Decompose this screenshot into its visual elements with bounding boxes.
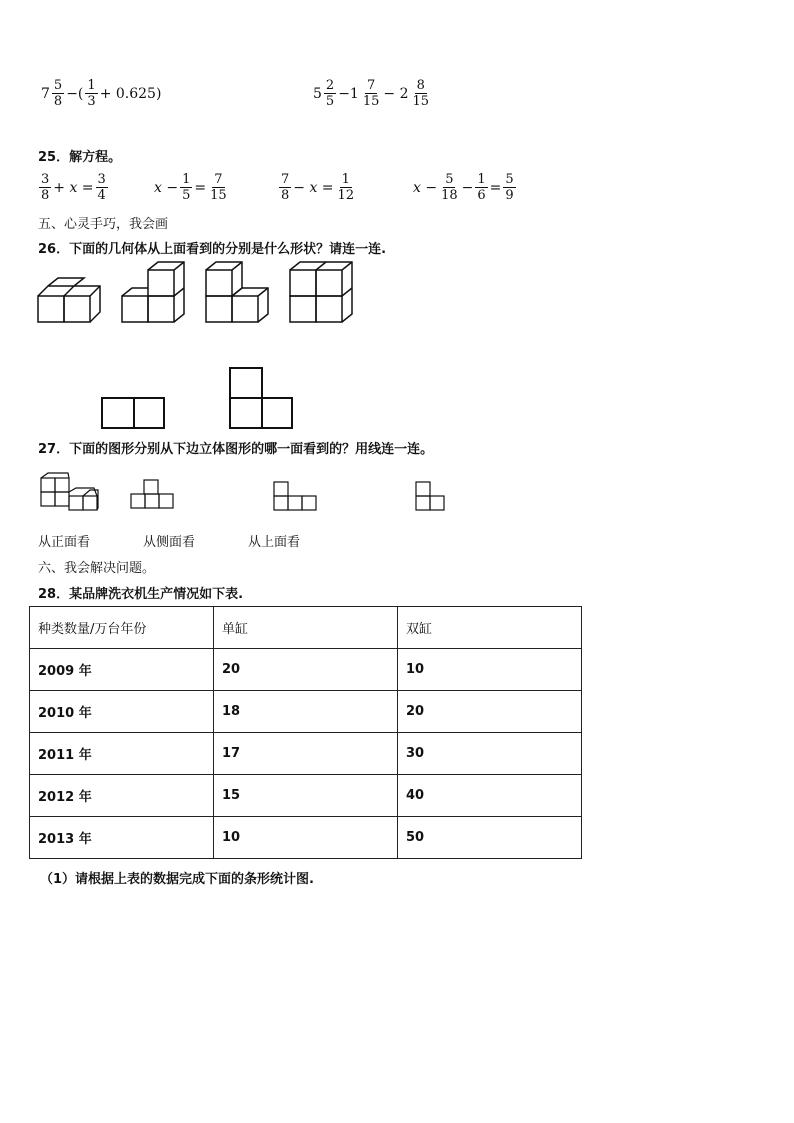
top-view-figure [416, 482, 444, 510]
equation-middle: − x = [293, 179, 334, 196]
question-26-title: 26．下面的几何体从上面看到的分别是什么形状？请连一连. [38, 242, 387, 257]
side-view-figure [274, 482, 316, 510]
fraction: $\frac{1}{3}$ [87, 78, 96, 109]
table-row [30, 649, 582, 691]
fraction: $\frac{3}{4}$ [97, 172, 106, 203]
single-tub-cell: 17 [214, 733, 398, 775]
solid-figure-2 [122, 262, 184, 322]
equals-sign: = [489, 179, 502, 196]
section-6-heading: 六、我会解决问题。 [38, 561, 156, 576]
table-header-row [30, 607, 582, 649]
header-cell: 双缸 [398, 607, 582, 649]
solid-figure-3 [206, 262, 268, 322]
section-5-heading: 五、心灵手巧，我会画 [38, 217, 169, 232]
year-cell: 2009 年 [30, 649, 214, 691]
equation-middle: + x = [53, 179, 94, 196]
single-tub-cell: 20 [214, 649, 398, 691]
calc-expression-1 [40, 78, 162, 109]
twin-tub-cell: 50 [398, 817, 582, 859]
equals-sign: = [194, 179, 207, 196]
fraction: $\frac{1}{6}$ [477, 172, 486, 203]
label-front-view: 从正面看 [38, 535, 91, 550]
single-tub-cell: 18 [214, 691, 398, 733]
fraction: $\frac{5}{9}$ [505, 172, 514, 203]
equation-lead: x − [413, 179, 438, 196]
whole-number: 5 [313, 85, 322, 102]
fraction: $\frac{7}{15}$ [210, 172, 227, 203]
top-view-two-squares [102, 398, 164, 428]
question-28-title: 28．某品牌洗衣机生产情况如下表. [38, 587, 244, 602]
label-top-view: 从上面看 [248, 535, 301, 550]
fraction: $\frac{2}{5}$ [325, 78, 335, 109]
equation-4 [412, 172, 517, 203]
twin-tub-cell: 40 [398, 775, 582, 817]
q27-figures [36, 468, 456, 524]
table-row [30, 691, 582, 733]
equation-3 [278, 172, 357, 203]
header-cell: 单缸 [214, 607, 398, 649]
q26-solid-figures [30, 258, 360, 330]
year-cell: 2011 年 [30, 733, 214, 775]
fraction: $\frac{7}{15}$ [362, 78, 380, 109]
solid-figure-4 [290, 262, 352, 322]
whole-number: 7 [41, 85, 50, 102]
single-tub-cell: 15 [214, 775, 398, 817]
production-table [29, 606, 582, 859]
fraction: $\frac{3}{8}$ [41, 172, 50, 203]
question-27-title: 27．下面的图形分别从下边立体图形的哪一面看到的？用线连一连。 [38, 442, 434, 457]
fraction: $\frac{7}{8}$ [281, 172, 290, 203]
solid-figure-q27 [41, 473, 98, 510]
table-row [30, 775, 582, 817]
label-side-view: 从侧面看 [143, 535, 196, 550]
operator: − [461, 179, 474, 196]
fraction: $\frac{1}{5}$ [182, 172, 191, 203]
fraction: $\frac{5}{8}$ [53, 78, 63, 109]
year-cell: 2013 年 [30, 817, 214, 859]
year-cell: 2012 年 [30, 775, 214, 817]
fraction: $\frac{1}{12}$ [337, 172, 355, 203]
question-28-part-1: （1）请根据上表的数据完成下面的条形统计图. [40, 872, 314, 887]
fraction: $\frac{5}{18}$ [441, 172, 458, 203]
q26-top-views [95, 362, 305, 434]
question-25-title: 25．解方程。 [38, 150, 122, 165]
table-row [30, 817, 582, 859]
fraction: $\frac{8}{15}$ [412, 78, 430, 109]
equation-1 [38, 172, 109, 203]
solid-figure-1 [38, 278, 100, 322]
twin-tub-cell: 10 [398, 649, 582, 691]
operator: −( [66, 85, 84, 102]
twin-tub-cell: 30 [398, 733, 582, 775]
calc-expression-2 [312, 78, 432, 109]
twin-tub-cell: 20 [398, 691, 582, 733]
header-cell: 种类数量/万台年份 [30, 607, 214, 649]
single-tub-cell: 10 [214, 817, 398, 859]
operator: − 2 [383, 85, 409, 102]
operator: −1 [338, 85, 359, 102]
front-view-figure [131, 480, 173, 508]
table-row [30, 733, 582, 775]
equation-2 [153, 172, 230, 203]
year-cell: 2010 年 [30, 691, 214, 733]
equation-lead: x − [154, 179, 179, 196]
top-view-l-shape [230, 368, 292, 428]
operator-tail: + 0.625) [99, 85, 162, 102]
